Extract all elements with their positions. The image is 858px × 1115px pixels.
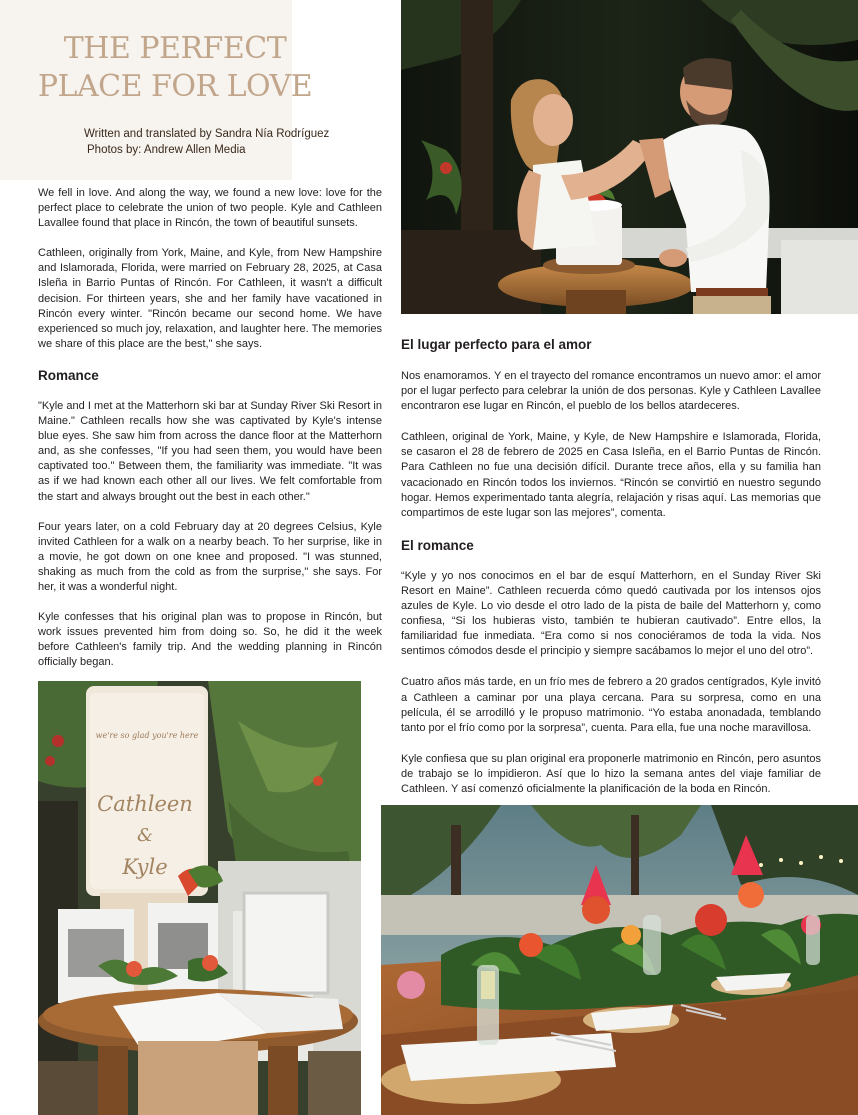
spanish-paragraph: Cathleen, original de York, Maine, y Kyle, de New Hampshire e Islamorada, Florida, se casaron el 28 de febrero de 2025 en Casa Isleña, en el Barrio Puntas de Rincón. Para Cathleen no fue una decisión difícil. Durante trece años, ella y su familia han vacacionado en Rincón todos los inviernos. “Rincón se convirtió en nuestro segundo hogar. Hemos experimentado tanta alegría, relajación y risas aquí. Las memorias que compartimos de este lugar son las mejores”, comenta.: [401, 431, 821, 519]
author-credit: Written and translated by Sandra Nía Rodríguez: [84, 128, 330, 140]
welcome-sign-photo: [38, 681, 361, 1115]
english-romance-paragraph: Four years later, on a cold February day at 20 degrees Celsius, Kyle invited Cathleen for a walk on a nearby beach. To her surprise, like in a movie, he got down on one knee and proposed. "I was stunned, shaking as much from the cold as from the surprise," she says. For her, it was a wonderful night.: [38, 520, 382, 593]
spanish-paragraph: Nos enamoramos. Y en el trayecto del romance encontramos un nuevo amor: el amor por el lugar perfecto para celebrar la unión de dos personas. Kyle y Cathleen Lavallee encontraron ese lugar en Rincón, el pueblo de los bellos atardeceres.: [401, 370, 821, 413]
photo-credit: Photos by: Andrew Allen Media: [87, 144, 246, 156]
spanish-heading: El lugar perfecto para el amor: [401, 337, 592, 352]
spanish-romance-paragraph: “Kyle y yo nos conocimos en el bar de esquí Matterhorn, en el Sunday River Ski Resort en Maine”. Cathleen recuerda cómo quedó cautivada por los intensos ojos azules de Kyle. Lo vio desde el otro lado de la pista de baile del Matterhorn y, como confiesa, “Si los hubieras visto, también te hubieran cautivado”. Entre ellos, la familiaridad fue inmediata. “Era como si nos conociéramos de toda la vida. Nos sentimos cómodos desde el principio y siempre sacábamos lo mejor el uno del otro”.: [401, 569, 821, 658]
title-line-1: THE PERFECT: [63, 31, 287, 66]
spanish-romance-paragraph: Cuatro años más tarde, en un frío mes de febrero a 20 grados centígrados, Kyle invitó a Cathleen a caminar por una playa cercana. Para su sorpresa, como en una película, él se arrodilló y le propuso matrimonio. “Yo estaba anonadada, temblando tanto por el frío como por la sorpresa”, cuenta. Para ella, fue una noche maravillosa.: [401, 676, 821, 734]
sign-name-2: Kyle: [122, 855, 168, 879]
sign-name-1: Cathleen: [97, 792, 193, 816]
english-column: [38, 186, 382, 685]
english-romance-paragraph: Kyle confesses that his original plan was to propose in Rincón, but work issues prevented him from doing so. So, he did it the week before Cathleen's family trip. And the wedding planning in Rincón officially began.: [38, 611, 382, 669]
title-line-2: PLACE FOR LOVE: [37, 69, 313, 104]
spanish-column: [401, 336, 821, 813]
cake-cutting-photo: [401, 0, 858, 314]
sign-ampersand: &: [136, 825, 154, 846]
reception-table-photo: [381, 805, 858, 1115]
english-romance-paragraph: "Kyle and I met at the Matterhorn ski bar at Sunday River Ski Resort in Maine." Cathleen recalls how she was captivated by Kyle's intense blue eyes. She saw him from across the dance floor at the Matterhorn and, as she confesses, "If you had seen them, you would have been captivated too." Between them, the familiarity was immediate. "It was as if we had known each other all our lives. We felt comfortable from the start and always brought out the best in each other.": [38, 399, 382, 503]
byline: [84, 126, 329, 158]
spanish-section-heading: El romance: [401, 537, 474, 553]
english-paragraph: Cathleen, originally from York, Maine, and Kyle, from New Hampshire and Islamorada, Florida, were married on February 28, 2025, at Casa Isleña in Barrio Puntas of Rincón. For Cathleen, it wasn't a difficult decision. For thirteen years, she and her family have vacationed in Rincón every winter. "Rincón became our second home. We have experienced so much joy, relaxation, and laughter here. The memories we share of this place are the best," she says.: [38, 247, 382, 350]
sign-greeting: we're so glad you're here: [95, 731, 199, 740]
spanish-romance-paragraph: Kyle confiesa que su plan original era proponerle matrimonio en Rincón, pero asuntos de trabajo se lo impidieron. Así que lo hizo la semana antes del viaje familiar de Cathleen. Y así comenzó oficialmente la planificación de la boda en Rincón.: [401, 752, 821, 795]
english-paragraph: We fell in love. And along the way, we found a new love: love for the perfect place to celebrate the union of two people. Kyle and Cathleen Lavallee found that place in Rincón, the town of beautiful sunsets.: [38, 187, 382, 230]
article-title: [20, 30, 330, 106]
english-section-heading: Romance: [38, 367, 99, 383]
